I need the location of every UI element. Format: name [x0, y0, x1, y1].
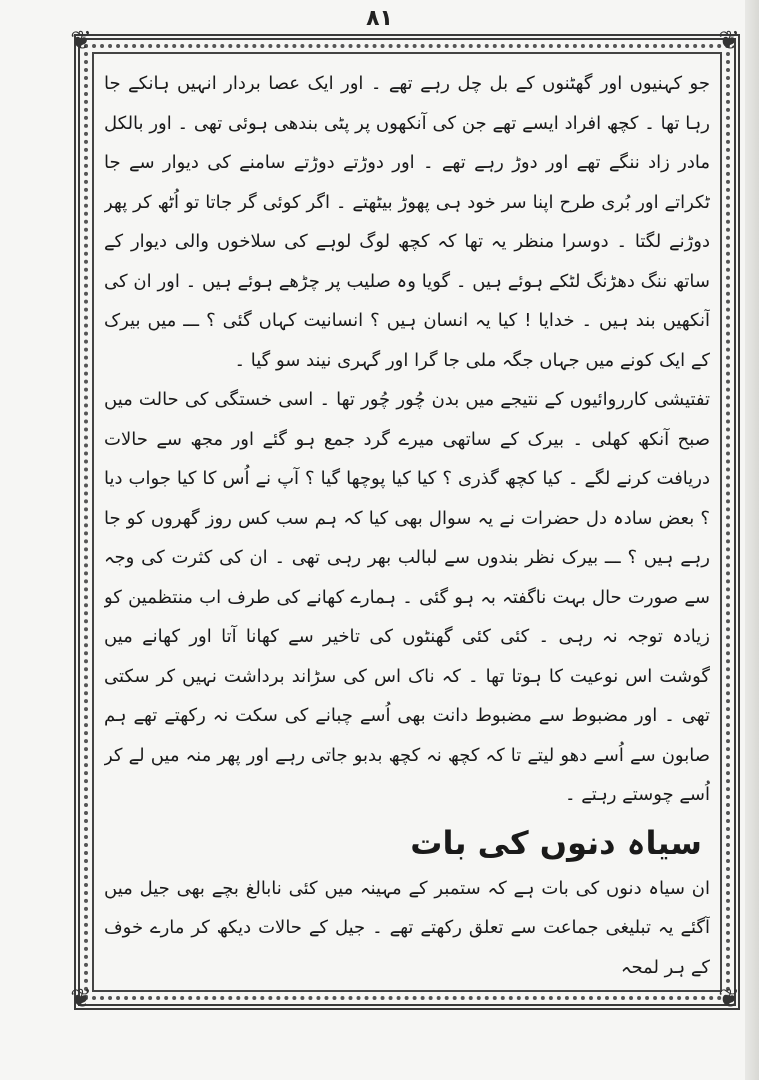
- page-number: ۸۱: [366, 6, 393, 31]
- section-heading: سیاہ دنوں کی بات: [410, 823, 702, 862]
- body-paragraph: جو کہنیوں اور گھٹنوں کے بل چل رہے تھے ۔ اور ایک عصا بردار انہیں ہانکے جا رہا تھا ۔ کچھ افراد ایسے تھے جن کی آنکھوں پر پٹی بندھی ہوئی تھی ۔ اور بالکل مادر زاد ننگے تھے اور دوڑ رہے تھے ۔ اور دوڑتے دوڑتے سامنے کی دیوار سے جا ٹکراتے اور بُری طرح اپنا سر خود ہی پھوڑ بیٹھتے ۔ اگر کوئی گر جاتا تو اُٹھ کر پھر دوڑنے لگتا ۔ دوسرا منظر یہ تھا کہ کچھ لوگ لوہے کی سلاخوں والی دیوار کے ساتھ ننگ دھڑنگ لٹکے ہوئے ہیں ۔ گویا وہ صلیب پر چڑھے ہوئے ہیں ۔ اور ان کی آنکھیں بند ہیں ۔ خدایا ! کیا یہ انسان ہیں ؟ انسانیت کہاں گئی ؟ ـــ میں بیرک کے ایک کونے میں جہاں جگہ ملی جا گرا اور گہری نیند سو گیا ۔: [104, 73, 710, 371]
- corner-ornament-icon: ❦: [718, 984, 740, 1014]
- body-paragraph: تفتیشی کارروائیوں کے نتیجے میں بدن چُور چُور تھا ۔ اسی خستگی کی حالت میں صبح آنکھ کھلی ۔ بیرک کے ساتھی میرے گرد جمع ہو گئے اور مجھ سے حالات دریافت کرنے لگے ۔ کیا کچھ گذری ؟ کیا کیا پوچھا گیا ؟ آپ نے اُس کا کیا جواب دیا ؟ بعض سادہ دل حضرات نے یہ سوال بھی کیا کہ ہم سب کس روز گھروں کو جا رہے ہیں ؟ ـــ بیرک نظر بندوں سے لبالب بھر رہی تھی ۔ ان کی کثرت کی وجہ سے صورت حال بہت ناگفتہ بہ ہو گئی ۔ ہمارے کھانے کی طرف اب منتظمین کو زیادہ توجہ نہ رہی ۔ کئی کئی گھنٹوں کی تاخیر سے کھانا آتا اور کھانے میں گوشت اس نوعیت کا ہوتا تھا ۔ کہ ناک اس کی سڑاند برداشت نہیں کر سکتی تھی ۔ اور مضبوط سے مضبوط دانت بھی اُسے چبانے کی سکت نہ رکھتے تھے ہم صابون سے اُسے دھو لیتے تا کہ کچھ نہ کچھ بدبو جاتی رہے اور پھر منہ میں لے کر اُسے چوستے رہتے ۔: [104, 389, 710, 805]
- page-edge-shadow: [745, 0, 759, 1080]
- section-paragraph: ان سیاہ دنوں کی بات ہے کہ ستمبر کے مہینہ میں کئی نابالغ بچے بھی جیل میں آگئے یہ تبلیغی جماعت سے تعلق رکھتے تھے ۔ جیل کے حالات دیکھ کر مارے خوف کے ہر لمحہ: [104, 877, 710, 978]
- corner-ornament-icon: ❦: [70, 26, 92, 56]
- page-body: [104, 64, 710, 984]
- corner-ornament-icon: ❦: [718, 26, 740, 56]
- corner-ornament-icon: ❦: [70, 984, 92, 1014]
